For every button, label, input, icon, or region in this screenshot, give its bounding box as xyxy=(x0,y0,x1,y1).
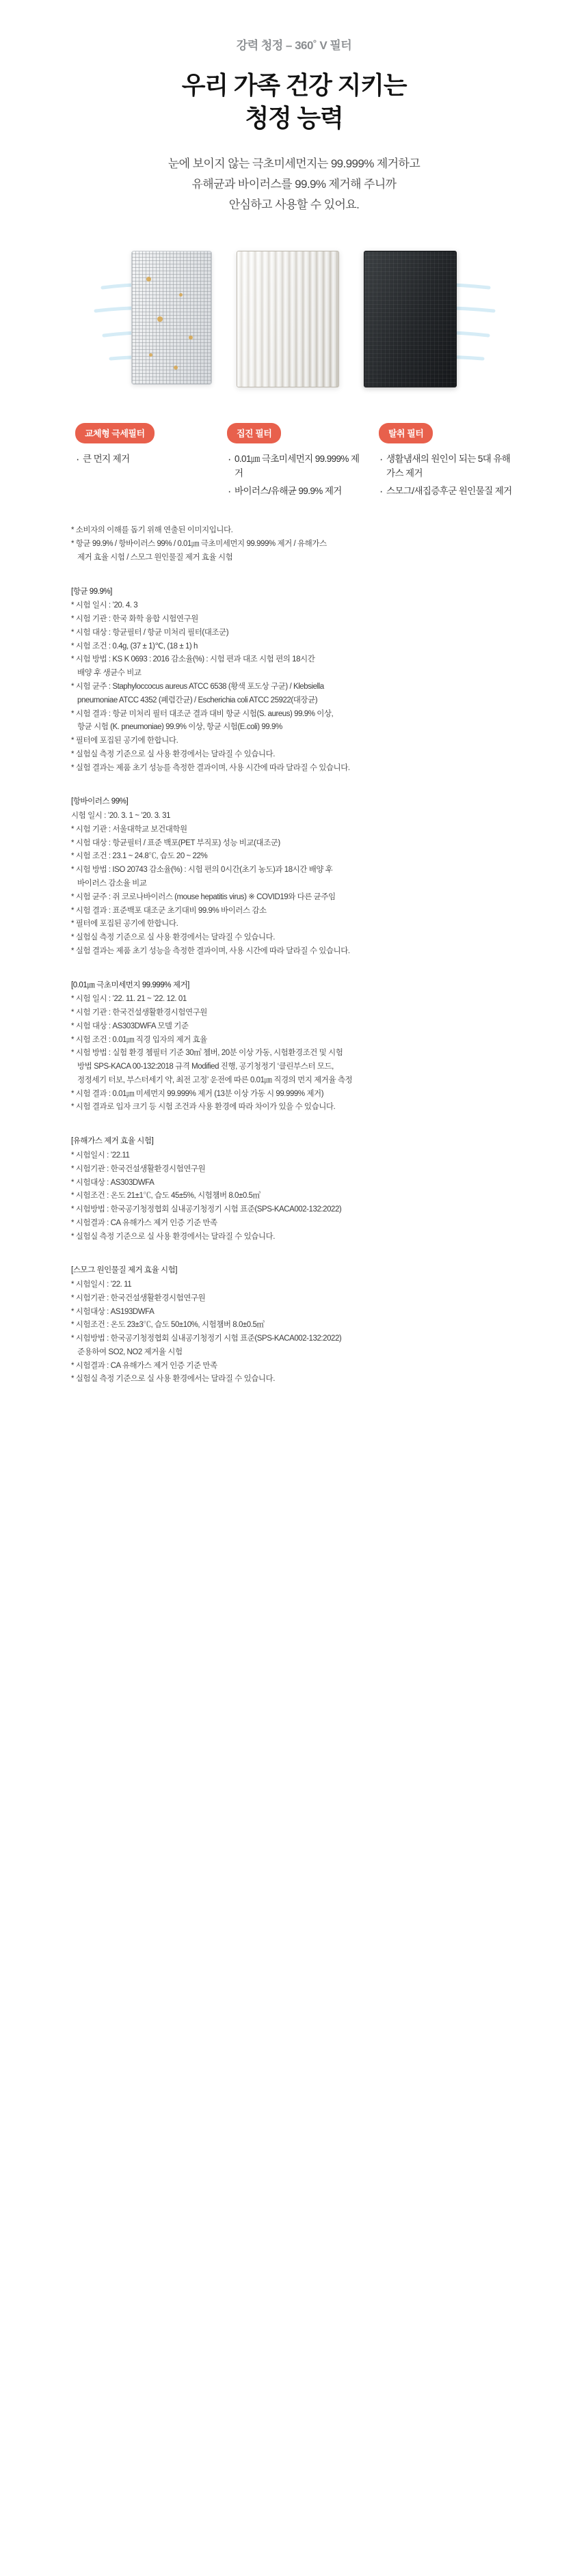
footnote-line: * 시험일시 : ’22. 11 xyxy=(71,1280,132,1289)
footnote-line: 준용하여 SO2, NO2 제거율 시험 xyxy=(77,1347,183,1356)
status-badge: 탈취 필터 xyxy=(379,423,433,443)
status-badge: 집진 필터 xyxy=(227,423,281,443)
footnote-line: * 시험 대상 : 항균필터 / 표준 백포(PET 부직포) 성능 비교(대조군) xyxy=(71,838,280,847)
footnote-line: * 시험기관 : 한국건설생활환경시험연구원 xyxy=(71,1164,206,1173)
hepa-filter-image xyxy=(237,251,339,387)
footnote-spacer xyxy=(71,565,517,575)
subhead-line-2: 유해균과 바이러스를 99.9% 제거해 주니까 xyxy=(191,177,397,191)
footnote-line: 제거 효율 시험 / 스모그 원인물질 제거 효율 시험 xyxy=(77,553,233,562)
footnote-line: * 소비자의 이해를 돕기 위해 연출된 이미지입니다. xyxy=(71,526,233,535)
footnote-block-title: [항바이러스 99%] xyxy=(71,797,129,806)
subhead-line-1: 눈에 보이지 않는 극초미세먼지는 99.999% 제거하고 xyxy=(168,156,420,170)
feature-column-deodorizing xyxy=(379,423,513,502)
footnote-line: 시험 일시 : ’20. 3. 1 ~ ’20. 3. 31 xyxy=(71,812,171,821)
footnote-line: * 시험 대상 : 항균필터 / 항균 미처리 필터(대조군) xyxy=(71,628,229,637)
footnote-line: * 시험결과 : CA 유해가스 제거 인증 기준 만족 xyxy=(71,1218,217,1227)
pre-filter-image xyxy=(131,251,212,385)
footnote-line: * 시험 조건 : 23.1 ~ 24.8℃, 습도 20 ~ 22% xyxy=(71,852,208,861)
footnote-line: * 시험기관 : 한국건설생활환경시험연구원 xyxy=(71,1293,206,1302)
list-item: · 큰 먼지 제거 xyxy=(75,452,209,467)
headline-line-2: 청정 능력 xyxy=(245,103,343,132)
footnote-line: * 시험 균주 : Staphyloccocus aureus ATCC 6538 (황색 포도상 구균) / Klebsiella xyxy=(71,683,324,691)
hero-eyebrow: 강력 청정 – 360˚ V 필터 xyxy=(236,39,352,52)
footnote-line: * 시험 결과 : 0.01㎛ 미세먼지 99.999% 제거 (13분 이상 가동 시 99.999% 제거) xyxy=(71,1089,324,1098)
feature-list-hepa xyxy=(227,452,361,499)
headline-line-1: 우리 가족 건강 지키는 xyxy=(181,71,407,100)
footnote-line: * 시험방법 : 한국공기청정협회 실내공기청정기 시험 표준(SPS-KACA002-132:2022) xyxy=(71,1205,342,1214)
footnote-spacer xyxy=(71,959,517,968)
footnote-blocks xyxy=(71,565,517,1387)
footnote-line: * 실험실 측정 기준으로 실 사용 환경에서는 달라질 수 있습니다. xyxy=(71,1232,275,1241)
footnote-line: * 시험 조건 : 0.4g, (37 ± 1)℃, (18 ± 1) h xyxy=(71,642,198,650)
footnote-line: 정정세기 터보, 부스터세기 약, 최전 고정’ 운전에 따른 0.01㎛ 직경의 먼지 제거율 측정 xyxy=(77,1075,353,1084)
footnote-block-title: [스모그 원인물질 제거 효율 시험] xyxy=(71,1266,178,1275)
list-item: · 0.01㎛ 극초미세먼지 99.999% 제거 xyxy=(227,452,361,481)
footnote-line: pneumoniae ATCC 4352 (폐렴간균) / Escherichia coli ATCC 25922(대장균) xyxy=(77,696,318,704)
page-title xyxy=(0,69,588,135)
footnote-line: * 시험 기관 : 한국 화학 융합 시험연구원 xyxy=(71,615,198,624)
pre-filter-mesh xyxy=(131,251,212,385)
footnote-spacer xyxy=(71,1244,517,1253)
footnote-line: * 시험 일시 : ’22. 11. 21 ~ ’22. 12. 01 xyxy=(71,995,187,1004)
dust-dot xyxy=(149,353,152,357)
footnote-line: * 실험실 측정 기준으로 실 사용 환경에서는 달라질 수 있습니다. xyxy=(71,933,275,942)
dust-dot xyxy=(146,277,151,282)
status-badge: 교체형 극세필터 xyxy=(75,423,155,443)
footnote-line: * 시험 기관 : 서울대학교 보건대학원 xyxy=(71,825,187,834)
footnote-line: 배양 후 생균수 비교 xyxy=(77,669,142,678)
footnote-line: * 시험 균주 : 쥐 코로나바이러스 (mouse hepatitis virus) ※ COVID19와 다른 균주임 xyxy=(71,892,336,901)
dust-dot xyxy=(157,316,163,322)
filter-illustration xyxy=(0,238,588,402)
footnote-line: * 시험 방법 : ISO 20743 감소율(%) : 시험 편의 0시간(초기 농도)과 18시간 배양 후 xyxy=(71,866,333,875)
footnote-line: * 시험조건 : 온도 23±3℃, 습도 50±10%, 시험챔버 8.0±0.5㎥ xyxy=(71,1321,265,1330)
footnote-line: * 항균 99.9% / 항바이러스 99% / 0.01㎛ 극초미세먼지 99.999% 제거 / 유해가스 xyxy=(71,540,327,549)
footnote-block-title: [항균 99.9%] xyxy=(71,587,112,596)
list-item: · 스모그/새집증후군 원인물질 제거 xyxy=(379,484,513,499)
footnote-line: * 실험실 측정 기준으로 실 사용 환경에서는 달라질 수 있습니다. xyxy=(71,1375,275,1384)
footnote-line: * 시험 일시 : ’20. 4. 3 xyxy=(71,601,138,610)
footnote-spacer xyxy=(71,1114,517,1124)
footnote-line: * 시험 조건 : 0.01㎛ 직경 입자의 제거 효율 xyxy=(71,1035,207,1044)
filters-row xyxy=(0,251,588,387)
footnote-line: * 시험 결과로 입자 크기 등 시험 조건과 사용 환경에 따라 차이가 있을 수 있습니다. xyxy=(71,1103,336,1112)
footnote-line: * 시험 결과 : 항균 미처리 필터 대조군 결과 대비 항균 시험(S. aureus) 99.9% 이상, xyxy=(71,709,334,718)
hero-subhead xyxy=(0,154,588,215)
footnote-intro xyxy=(71,524,517,564)
footnote-line: * 시험방법 : 한국공기청정협회 실내공기청정기 시험 표준(SPS-KACA002-132:2022) xyxy=(71,1334,342,1343)
dust-dot xyxy=(179,293,183,297)
footnote-block-title: [0.01㎛ 극초미세먼지 99.999% 제거] xyxy=(71,981,189,989)
footnote-line: 바이러스 감소율 비교 xyxy=(77,879,147,888)
feature-column-prefilter xyxy=(75,423,209,502)
footnote-line: * 시험 방법 : 실험 환경 쳄필터 기준 30㎥ 쳄버, 20분 이상 가동, 시험환경조건 및 시험 xyxy=(71,1049,343,1058)
feature-columns xyxy=(0,423,588,502)
footnote-line: * 실험 결과는 제품 초기 성능을 측정한 결과이며, 사용 시간에 따라 달라질 수 있습니다. xyxy=(71,946,350,955)
footnote-line: * 시험결과 : CA 유해가스 제거 인증 기준 만족 xyxy=(71,1361,217,1370)
feature-column-hepa xyxy=(227,423,361,502)
footnote-block-title: [유해가스 제거 효율 시험] xyxy=(71,1137,154,1146)
hero-section xyxy=(0,0,588,215)
footnote-line: * 시험대상 : AS303DWFA xyxy=(71,1178,155,1187)
footnote-line: * 실험실 측정 기준으로 실 사용 환경에서는 달라질 수 있습니다. xyxy=(71,750,275,758)
dust-dot xyxy=(189,335,193,340)
footnote-line: * 시험일시 : ’22.11 xyxy=(71,1151,130,1160)
footnote-line: * 실험 결과는 제품 초기 성능를 측정한 결과이며, 사용 시간에 따라 달라질 수 있습니다. xyxy=(71,763,350,772)
feature-list-prefilter xyxy=(75,452,209,467)
footnote-line: 항균 시험 (K. pneumoniae) 99.9% 이상, 항균 시험(E.coli) 99.9% xyxy=(77,723,282,732)
list-item: · 바이러스/유해균 99.9% 제거 xyxy=(227,484,361,499)
hepa-filter-pleats xyxy=(237,251,339,387)
footnote-line: 방법 SPS-KACA 00-132:2018 규격 Modified 진행, 공기청정기 ‘클린부스터 모드, xyxy=(77,1063,334,1071)
footnote-line: * 시험대상 : AS193DWFA xyxy=(71,1307,155,1316)
footnote-line: * 필터에 포집된 공기에 한합니다. xyxy=(71,920,178,929)
list-item: · 생활냄새의 원인이 되는 5대 유해가스 제거 xyxy=(379,452,513,481)
carbon-filter-surface xyxy=(364,251,457,387)
footnote-line: * 시험 방법 : KS K 0693 : 2016 감소율(%) : 시험 편과 대조 시험 편의 18시간 xyxy=(71,655,315,664)
footnote-line: * 시험조건 : 온도 21±1℃, 습도 45±5%, 시험챔버 8.0±0.5㎥ xyxy=(71,1192,260,1201)
feature-list-deodorizing xyxy=(379,452,513,499)
subhead-line-3: 안심하고 사용할 수 있어요. xyxy=(228,197,360,211)
footnote-line: * 시험 대상 : AS303DWFA 모델 기준 xyxy=(71,1022,189,1030)
dust-dot xyxy=(174,366,178,370)
footnotes-section xyxy=(0,524,588,1427)
deodorizing-filter-image xyxy=(364,251,457,387)
footnote-line: * 시험 결과 : 표준백포 대조군 초기대비 99.9% 바이러스 감소 xyxy=(71,906,267,915)
footnote-spacer xyxy=(71,775,517,784)
footnote-line: * 시험 기관 : 한국건설생활환경시험연구원 xyxy=(71,1009,207,1017)
footnote-line: * 필터에 포집된 공기에 한합니다. xyxy=(71,737,178,745)
